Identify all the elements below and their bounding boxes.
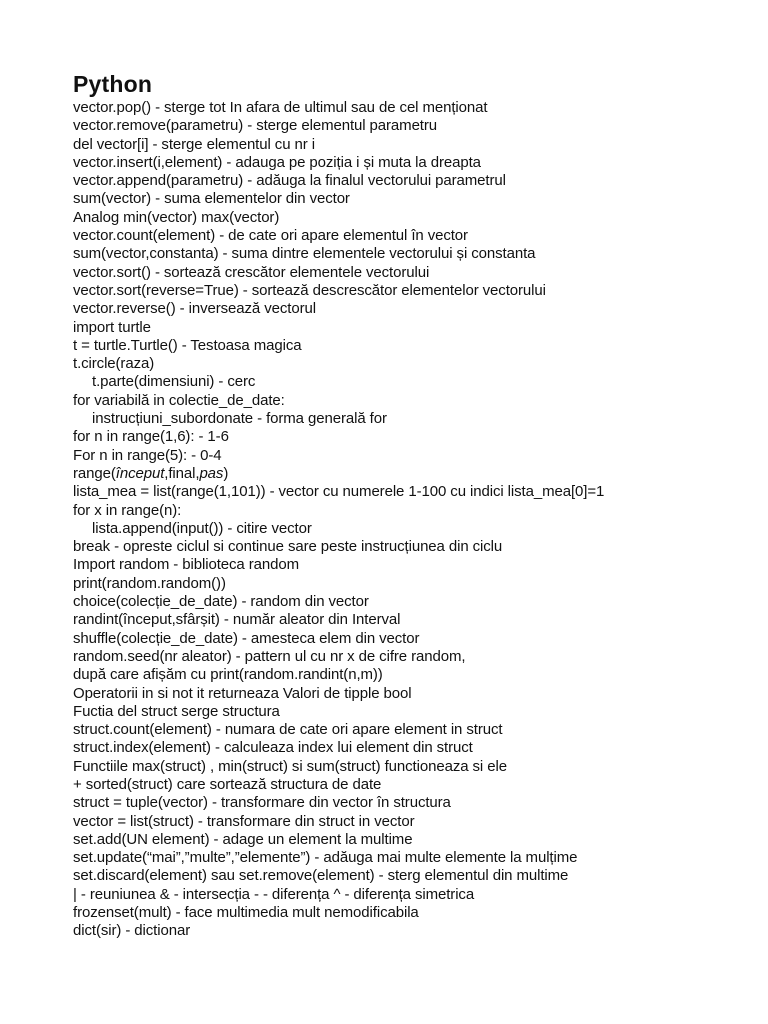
note-line: t = turtle.Turtle() - Testoasa magica bbox=[73, 336, 302, 354]
range-prefix: range( bbox=[73, 464, 116, 482]
note-line: vector.reverse() - inversează vectorul bbox=[73, 300, 316, 318]
note-line: Fuctia del struct serge structura bbox=[73, 702, 280, 720]
note-line: t.circle(raza) bbox=[73, 355, 155, 373]
note-line-range bbox=[73, 465, 753, 483]
note-line: set.add(UN element) - adage un element la multime bbox=[73, 830, 413, 848]
note-line: lista_mea = list(range(1,101)) - vector cu numerele 1-100 cu indici lista_mea[0]=1 bbox=[73, 483, 605, 501]
page-title: Python bbox=[73, 71, 153, 97]
note-line: print(random.random()) bbox=[73, 574, 226, 592]
note-line: vector.sort(reverse=True) - sortează descrescător elementelor vectorului bbox=[73, 281, 546, 299]
notes-list bbox=[73, 99, 753, 941]
note-line: | - reuniunea & - intersecția - - diferența ^ - diferența simetrica bbox=[73, 885, 475, 903]
note-line: vector.remove(parametru) - sterge elementul parametru bbox=[73, 117, 438, 135]
note-line: for n in range(1,6): - 1-6 bbox=[73, 428, 229, 446]
note-line: vector = list(struct) - transformare din struct in vector bbox=[73, 812, 415, 830]
note-line: Operatorii in si not it returneaza Valori de tipple bool bbox=[73, 684, 412, 702]
note-line: sum(vector) - suma elementelor din vector bbox=[73, 190, 350, 208]
note-line: după care afișăm cu print(random.randint(n,m)) bbox=[73, 666, 383, 684]
range-suffix: ) bbox=[223, 464, 229, 482]
note-line: shuffle(colecție_de_date) - amesteca elem din vector bbox=[73, 629, 420, 647]
note-line: vector.pop() - sterge tot In afara de ultimul sau de cel menționat bbox=[73, 99, 488, 116]
note-line: + sorted(struct) care sortează structura de date bbox=[73, 775, 382, 793]
range-start: început bbox=[115, 464, 165, 482]
note-line: t.parte(dimensiuni) - cerc bbox=[92, 373, 256, 391]
note-line: for x in range(n): bbox=[73, 501, 182, 519]
note-line: struct.count(element) - numara de cate ori apare element in struct bbox=[73, 721, 503, 739]
note-line: instrucțiuni_subordonate - forma generală for bbox=[92, 410, 387, 428]
note-line: Analog min(vector) max(vector) bbox=[73, 208, 280, 226]
note-line: set.update(“mai”,”multe”,”elemente”) - adăuga mai multe elemente la mulțime bbox=[73, 849, 578, 867]
note-line: struct = tuple(vector) - transformare din vector în structura bbox=[73, 794, 451, 812]
note-line: vector.insert(i,element) - adauga pe poziția i și muta la dreapta bbox=[73, 153, 481, 171]
note-line: random.seed(nr aleator) - pattern ul cu nr x de cifre random, bbox=[73, 647, 466, 665]
note-line: struct.index(element) - calculeaza index lui element din struct bbox=[73, 739, 473, 757]
range-middle: ,final, bbox=[164, 464, 200, 482]
note-line: Import random - biblioteca random bbox=[73, 556, 299, 574]
range-step: pas bbox=[199, 464, 224, 482]
note-line: Functiile max(struct) , min(struct) si sum(struct) functioneaza si ele bbox=[73, 757, 507, 775]
note-line: import turtle bbox=[73, 318, 151, 336]
note-line: vector.count(element) - de cate ori apare elementul în vector bbox=[73, 227, 468, 245]
note-line: choice(colecție_de_date) - random din vector bbox=[73, 593, 369, 611]
note-line: dict(sir) - dictionar bbox=[73, 922, 191, 940]
note-line: lista.append(input()) - citire vector bbox=[92, 519, 312, 537]
note-line: vector.append(parametru) - adăuga la finalul vectorului parametrul bbox=[73, 172, 506, 190]
note-line: randint(început,sfârșit) - număr aleator din Interval bbox=[73, 611, 401, 629]
note-line: del vector[i] - sterge elementul cu nr i bbox=[73, 135, 315, 153]
note-line: for variabilă in colectie_de_date: bbox=[73, 391, 285, 409]
note-line: vector.sort() - sortează crescător elementele vectorului bbox=[73, 263, 430, 281]
note-line: break - opreste ciclul si continue sare peste instrucțiunea din ciclu bbox=[73, 538, 503, 556]
note-line: sum(vector,constanta) - suma dintre elementele vectorului și constanta bbox=[73, 245, 536, 263]
document-page bbox=[73, 70, 753, 941]
note-line: frozenset(mult) - face multimedia mult nemodificabila bbox=[73, 904, 419, 922]
note-line: set.discard(element) sau set.remove(element) - sterg elementul din multime bbox=[73, 867, 569, 885]
note-line: For n in range(5): - 0-4 bbox=[73, 446, 222, 464]
